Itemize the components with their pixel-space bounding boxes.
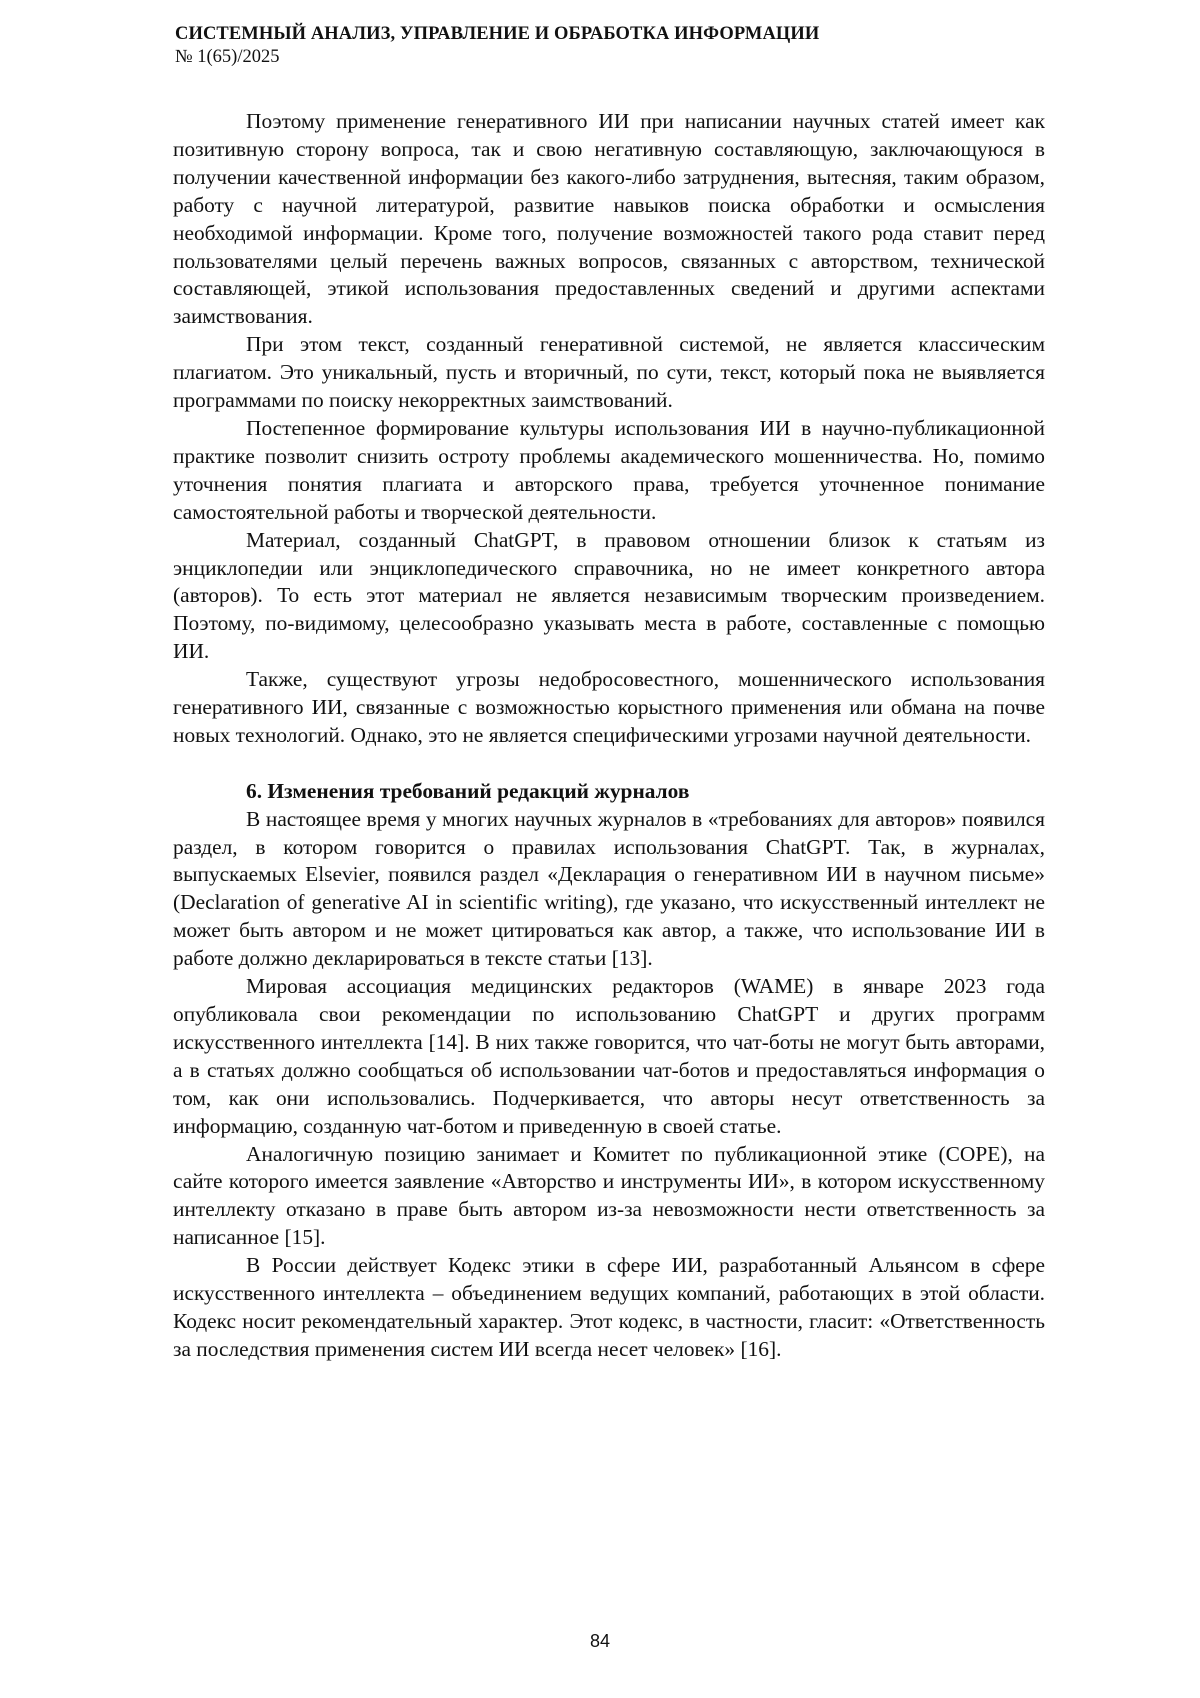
paragraph: Также, существуют угрозы недобросовестного, мошеннического использования генеративного ИИ, связанные с возможностью корыстного применения или обмана на почве новых технологий. Однако, это не является специфическими угрозами научной деятельности. [173, 667, 1045, 747]
paragraph: Материал, созданный ChatGPT, в правовом отношении близок к статьям из энциклопедии или энциклопедического справочника, но не имеет конкретного автора (авторов). То есть этот материал не является независимым творческим произведением. Поэтому, по-видимому, целесообразно указывать места в работе, составленные с помощью ИИ. [173, 527, 1045, 664]
running-header [175, 22, 1055, 68]
paragraph: Поэтому применение генеративного ИИ при написании научных статей имеет как позитивную сторону вопроса, так и свою негативную составляющую, заключающуюся в получении качественной информации без какого-либо затруднения, вытесняя, таким образом, работу с научной литературой, развитие навыков поиска обработки и осмысления необходимой информации. Кроме того, получение возможностей такого рода ставит перед пользователями целый перечень важных вопросов, связанных с авторством, технической составляющей, этикой использования предоставленных сведений и другими аспектами заимствования. [173, 109, 1045, 329]
paragraph: Мировая ассоциация медицинских редакторов (WAME) в январе 2023 года опубликовала свои рекомендации по использованию ChatGPT и других программ искусственного интеллекта [14]. В них также говорится, что чат-боты не могут быть авторами, а в статьях должно сообщаться об использовании чат-ботов и предоставляться информация о том, как они использовались. Подчеркивается, что авторы несут ответственность за информацию, созданную чат-ботом и приведенную в своей статье. [173, 974, 1045, 1138]
paragraph: Аналогичную позицию занимает и Комитет по публикационной этике (COPE), на сайте которого имеется заявление «Авторство и инструменты ИИ», в котором искусственному интеллекту отказано в праве быть автором из-за невозможности нести ответственность за написанное [15]. [173, 1141, 1045, 1250]
section-heading: 6. Изменения требований редакций журналов [246, 778, 690, 803]
journal-title: СИСТЕМНЫЙ АНАЛИЗ, УПРАВЛЕНИЕ И ОБРАБОТКА ИНФОРМАЦИИ [175, 24, 820, 44]
page-number: 84 [589, 1631, 611, 1651]
paragraph: В настоящее время у многих научных журналов в «требованиях для авторов» появился раздел, в котором говорится о правилах использования ChatGPT. Так, в журналах, выпускаемых Elsevier, появился раздел «Декларация о генеративном ИИ в научном письме» (Declaration of generative AI in scientific writing), где указано, что искусственный интеллект не может быть автором и не может цитироваться как автор, а также, что использование ИИ в работе должно декларироваться в тексте статьи [13]. [173, 806, 1045, 971]
article-body [173, 108, 1045, 1364]
paragraph: При этом текст, созданный генеративной системой, не является классическим плагиатом. Это уникальный, пусть и вторичный, по сути, текст, который пока не выявляется программами по поиску некорректных заимствований. [173, 332, 1045, 413]
paragraph: Постепенное формирование культуры использования ИИ в научно-публикационной практике позволит снизить остроту проблемы академического мошенничества. Но, помимо уточнения понятия плагиата и авторского права, требуется уточненное понимание самостоятельной работы и творческой деятельности. [173, 415, 1045, 524]
paragraph: В России действует Кодекс этики в сфере ИИ, разработанный Альянсом в сфере искусственного интеллекта – объединением ведущих компаний, работающих в этой области. Кодекс носит рекомендательный характер. Этот кодекс, в частности, гласит: «Ответственность за последствия применения систем ИИ всегда несет человек» [16]. [173, 1253, 1045, 1361]
issue-number: № 1(65)/2025 [175, 47, 280, 67]
